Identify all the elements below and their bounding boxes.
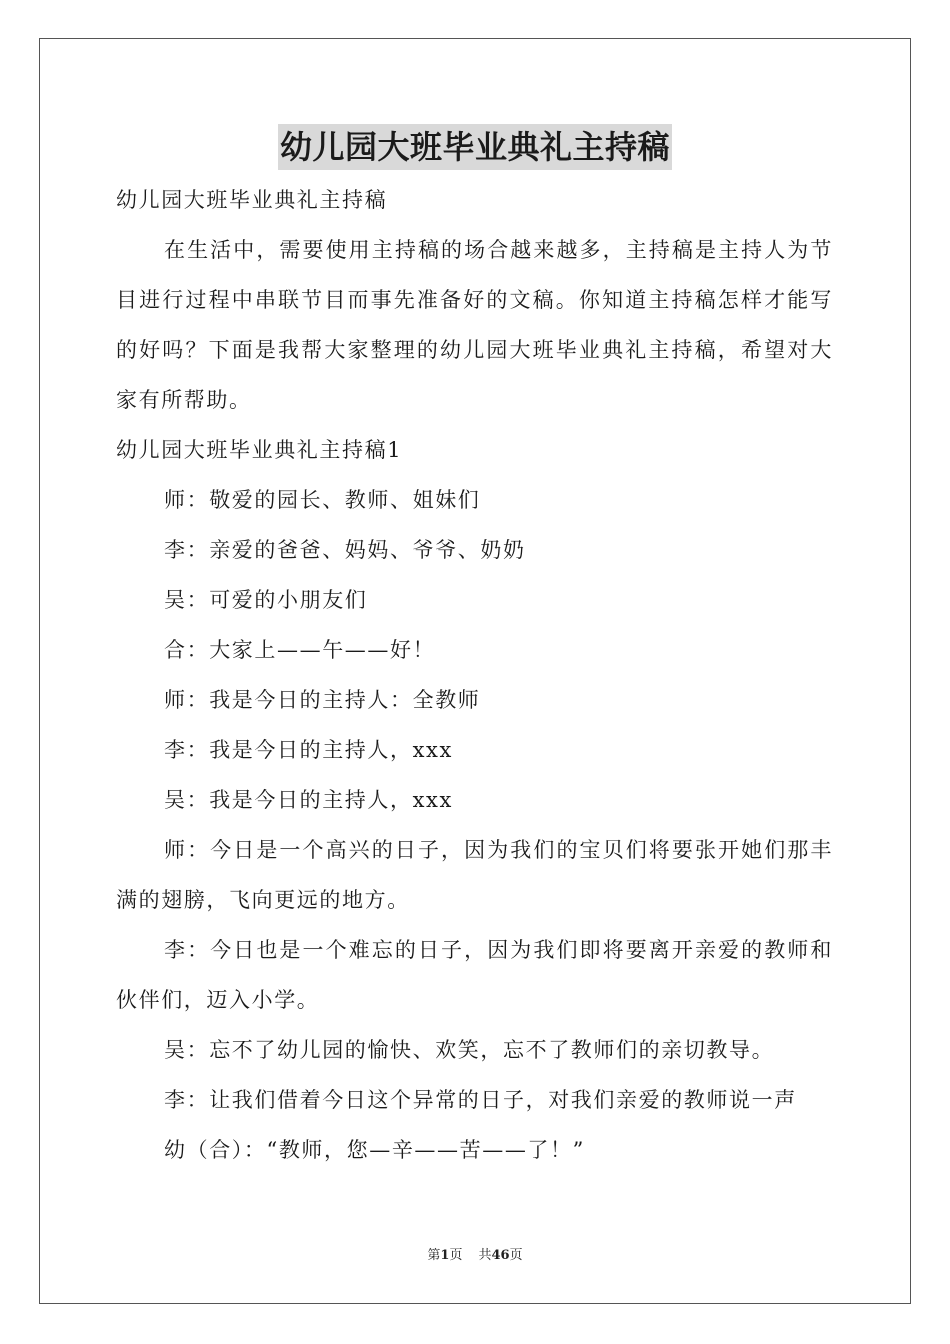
script-line: 幼（合）：“教师，您—辛——苦——了！” xyxy=(164,1138,585,1162)
document-title: 幼儿园大班毕业典礼主持稿 xyxy=(278,124,672,170)
script-line: 李：今日也是一个难忘的日子，因为我们即将要离开亲爱的教师和伙伴们，迈入小学。 xyxy=(116,938,833,1012)
intro-paragraph: 在生活中，需要使用主持稿的场合越来越多，主持稿是主持人为节目进行过程中串联节目而事先准备好的文稿。你知道主持稿怎样才能写的好吗？下面是我帮大家整理的幼儿园大班毕业典礼主持稿，希望对大家有所帮助。 xyxy=(116,238,833,412)
page-prefix: 第 xyxy=(427,1248,441,1263)
title-container xyxy=(0,124,950,170)
page-number: 1 xyxy=(440,1248,450,1263)
script-line: 李：让我们借着今日这个异常的日子，对我们亲爱的教师说一声 xyxy=(164,1088,797,1112)
document-body xyxy=(116,175,833,1175)
script-line: 李：我是今日的主持人，xxx xyxy=(164,738,453,762)
script-line: 师：敬爱的园长、教师、姐妹们 xyxy=(164,488,481,512)
page-footer xyxy=(0,1248,950,1264)
script-line: 吴：我是今日的主持人，xxx xyxy=(164,788,453,812)
script-line: 师：今日是一个高兴的日子，因为我们的宝贝们将要张开她们那丰满的翅膀，飞向更远的地方。 xyxy=(116,838,833,912)
total-suffix: 页 xyxy=(509,1248,523,1263)
total-prefix: 共 xyxy=(478,1248,492,1263)
page-suffix: 页 xyxy=(449,1248,463,1263)
script-line: 李：亲爱的爸爸、妈妈、爷爷、奶奶 xyxy=(164,538,526,562)
script-line: 师：我是今日的主持人：全教师 xyxy=(164,688,481,712)
section-heading: 幼儿园大班毕业典礼主持稿1 xyxy=(116,438,403,462)
total-pages: 46 xyxy=(491,1248,510,1263)
document-subtitle: 幼儿园大班毕业典礼主持稿 xyxy=(116,188,388,212)
script-line: 吴：忘不了幼儿园的愉快、欢笑，忘不了教师们的亲切教导。 xyxy=(164,1038,775,1062)
script-line: 吴：可爱的小朋友们 xyxy=(164,588,368,612)
script-line: 合：大家上——午——好！ xyxy=(164,638,436,662)
